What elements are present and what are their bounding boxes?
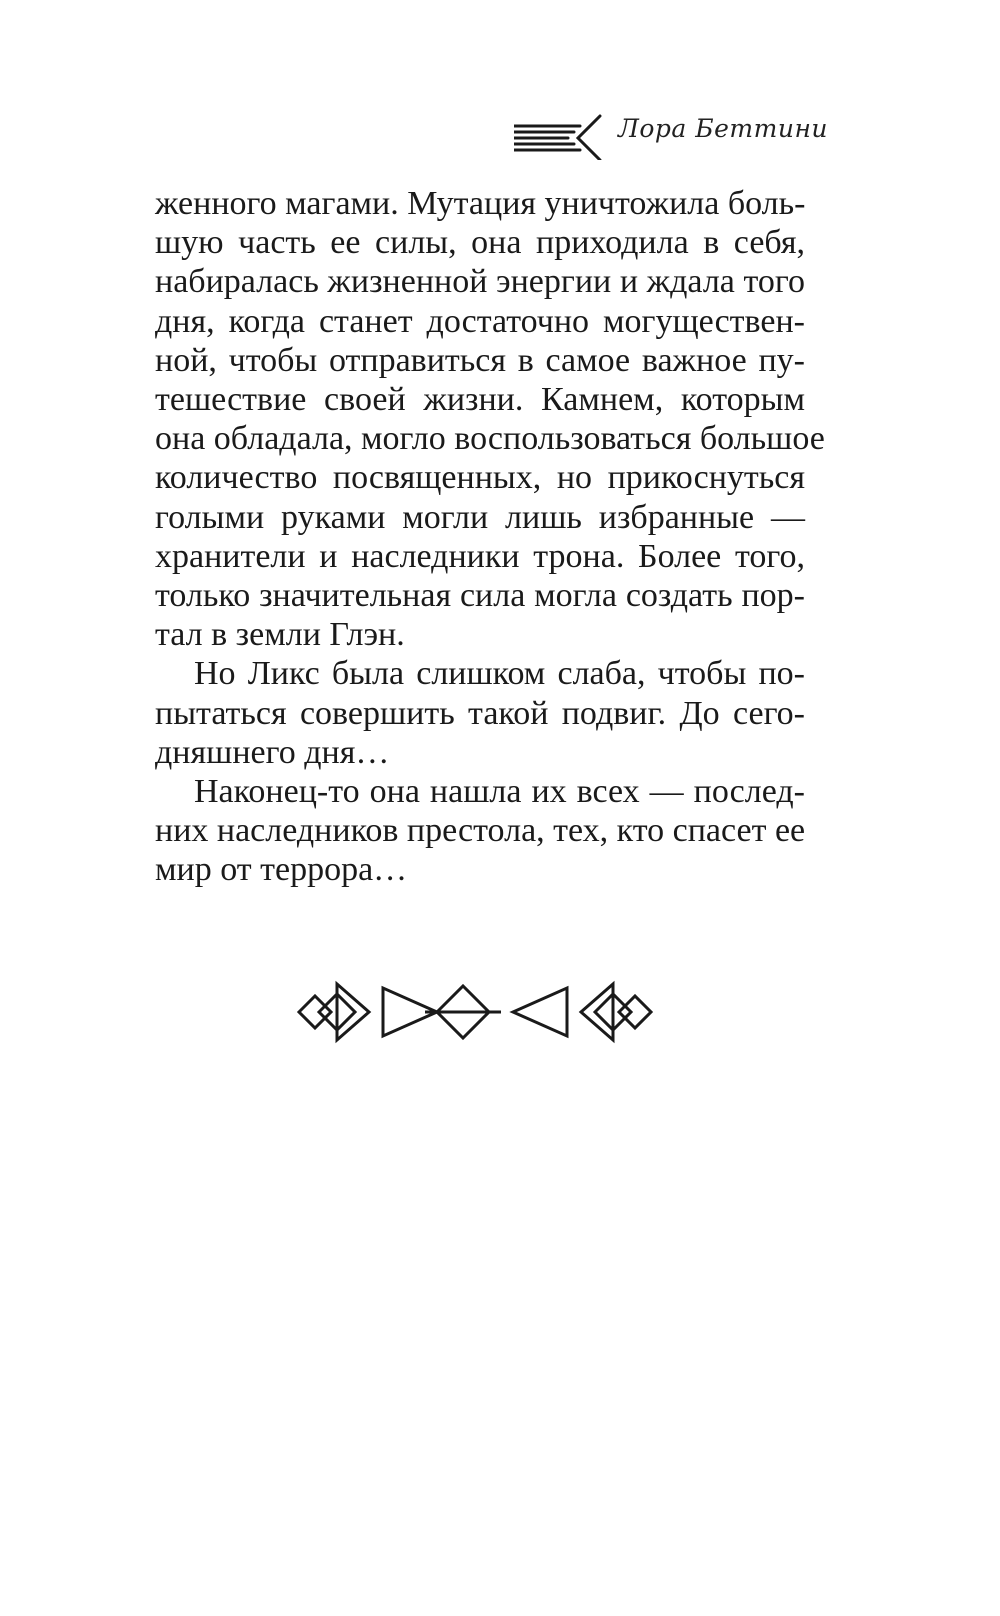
text-line: шую часть ее силы, она приходила в себя,	[155, 224, 805, 262]
text-line: тал в земли Глэн.	[155, 616, 405, 654]
running-header	[500, 108, 829, 164]
text-line: набиралась жизненной энергии и ждала того	[155, 263, 805, 301]
text-line: тешествие своей жизни. Камнем, которым	[155, 381, 805, 419]
author-name: Лора Беттини	[618, 114, 829, 143]
text-line: количество посвященных, но прикоснуться	[155, 459, 805, 497]
text-line: пытаться совершить такой подвиг. До сего-	[155, 694, 805, 732]
text-line: дняшнего дня…	[155, 733, 390, 771]
text-line: дня, когда станет достаточно могуществен-	[155, 302, 805, 340]
arrow-fletching-ornament-icon	[514, 114, 602, 160]
text-line: только значительная сила могла создать пор-	[155, 577, 805, 615]
body-text	[155, 184, 825, 890]
text-line: ной, чтобы отправиться в самое важное пу-	[155, 341, 805, 379]
text-line: женного магами. Мутация уничтожила боль-	[155, 185, 806, 222]
section-break-ornament-icon	[297, 980, 653, 1044]
text-line: них наследников престола, тех, кто спасет ее	[155, 812, 806, 850]
text-line: Но Ликс была слишком слаба, чтобы по-	[194, 655, 805, 693]
text-line: мир от террора…	[155, 851, 408, 889]
text-line: она обладала, могло воспользоваться большое	[155, 420, 825, 458]
text-line: голыми руками могли лишь избранные —	[155, 498, 805, 536]
text-line: хранители и наследники трона. Более того,	[155, 537, 805, 575]
text-line: Наконец-то она нашла их всех — послед-	[194, 773, 805, 811]
